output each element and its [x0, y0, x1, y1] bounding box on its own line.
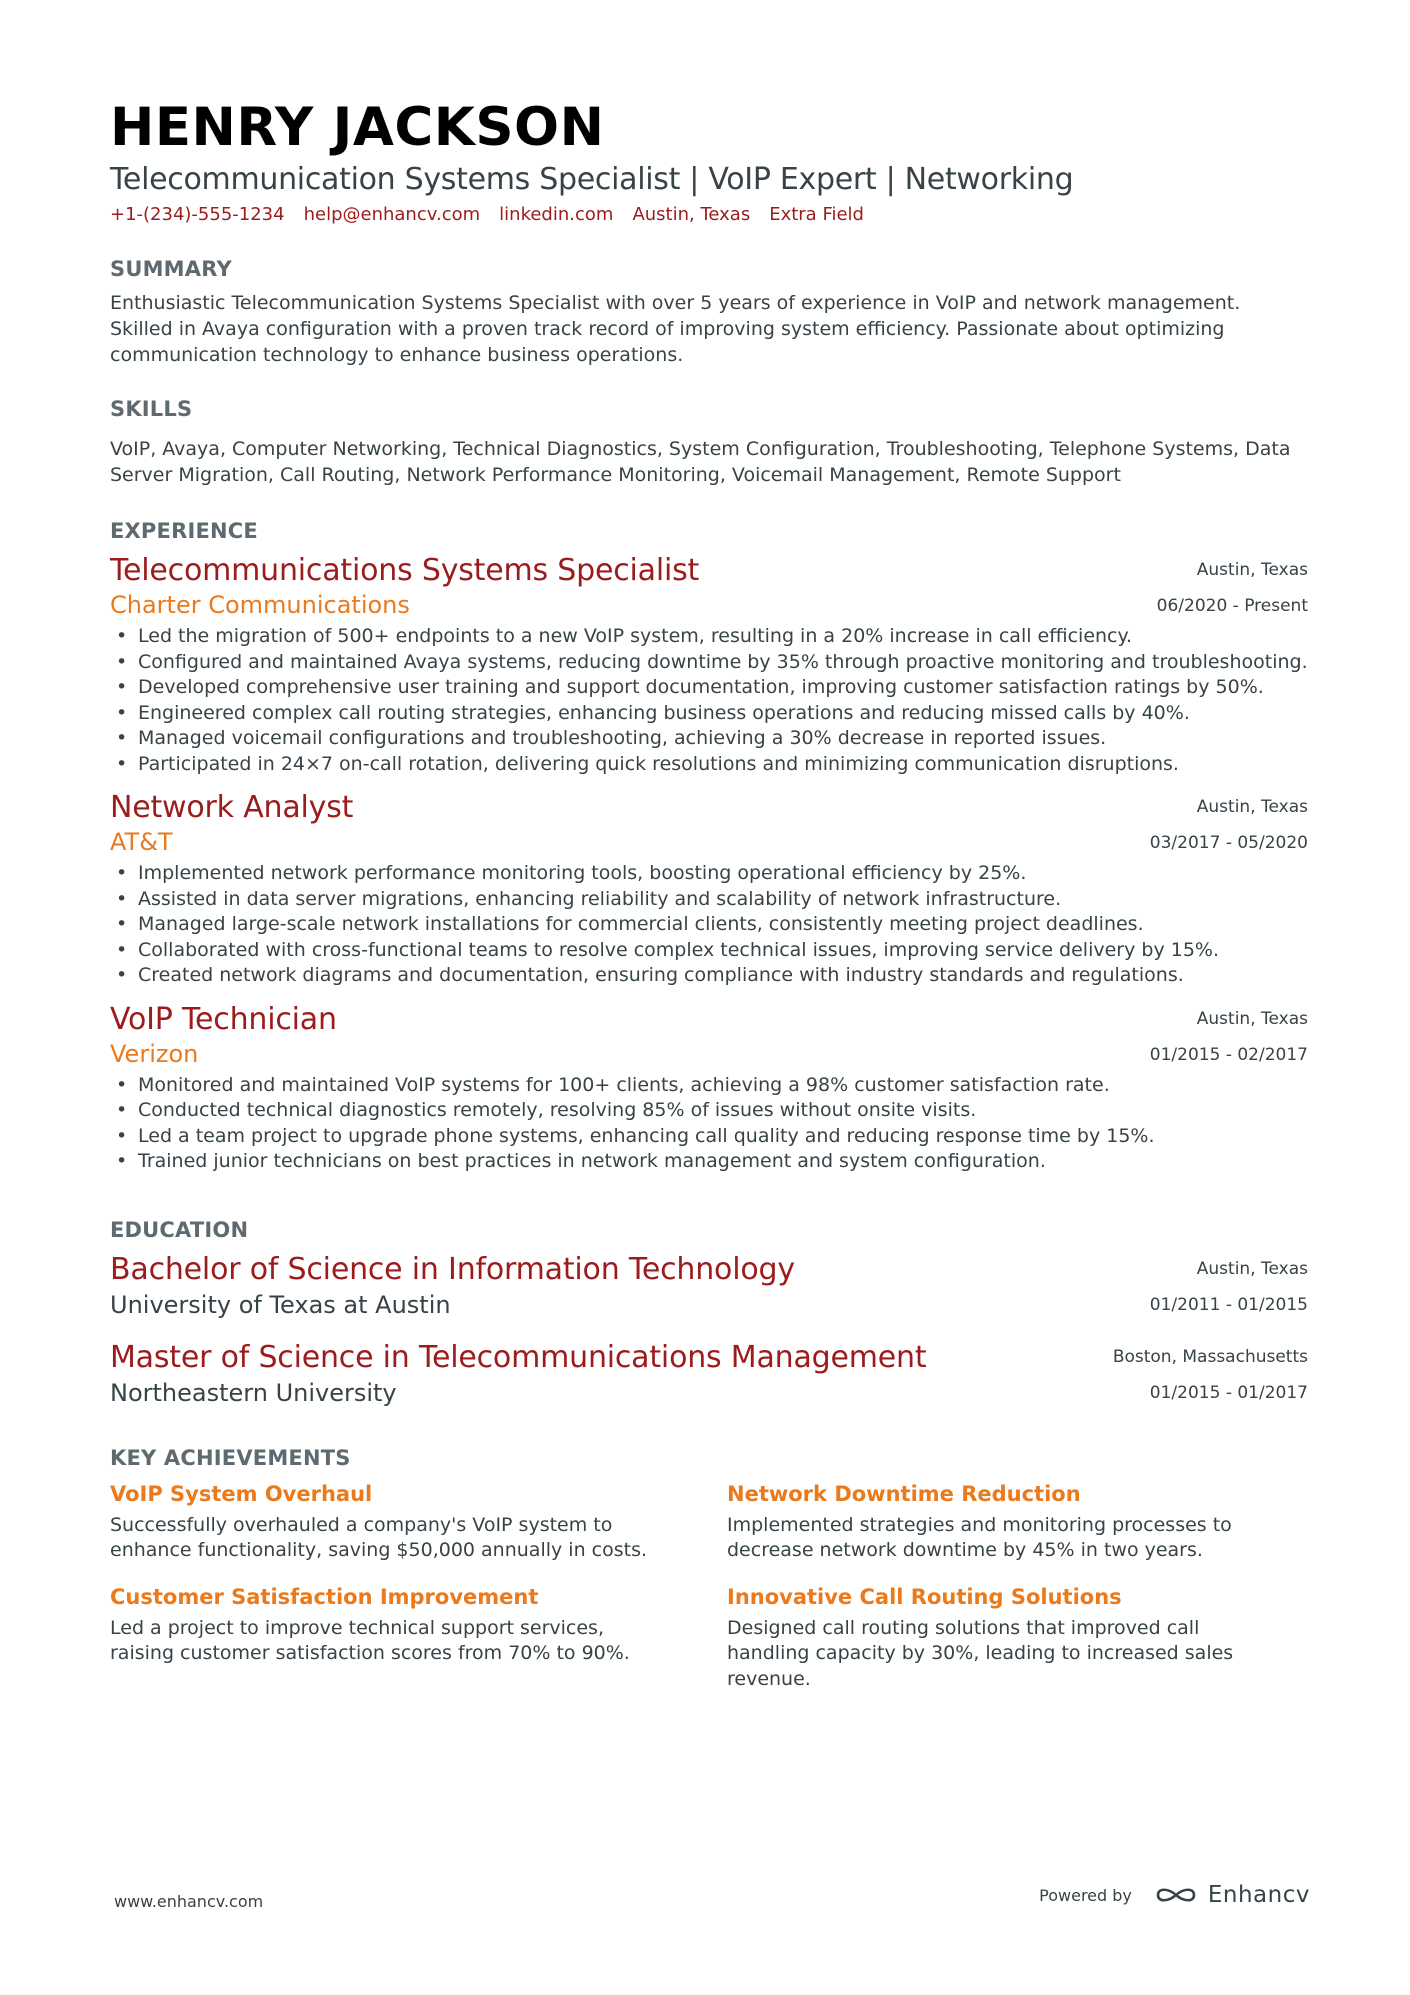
job-title: Network Analyst — [110, 790, 354, 825]
list-item: • Configured and maintained Avaya systems, reducing downtime by 35% through proactive monitoring and troubleshooting. — [110, 650, 1308, 676]
achievements-section — [110, 1443, 1308, 1693]
achievements-grid — [110, 1479, 1308, 1693]
job-title: VoIP Technician — [110, 1001, 337, 1037]
list-item: • Created network diagrams and documentation, ensuring compliance with industry standards and regulations. — [110, 963, 1308, 989]
achievement-title: VoIP System Overhaul — [110, 1481, 373, 1506]
footer-website[interactable]: www.enhancv.com — [114, 1892, 264, 1911]
education-location: Boston, Massachusetts — [1112, 1346, 1308, 1367]
list-item: • Monitored and maintained VoIP systems for 100+ clients, achieving a 98% customer satisfaction rate. — [110, 1073, 1308, 1099]
education-meta — [1113, 1339, 1308, 1411]
section-title-summary: SUMMARY — [110, 257, 232, 281]
resume-page — [110, 96, 1308, 1692]
list-item: • Managed large-scale network installations for commercial clients, consistently meeting project deadlines. — [110, 912, 1308, 938]
education-entry — [110, 1339, 1308, 1409]
experience-entry — [110, 789, 1308, 989]
achievement-item — [110, 1479, 727, 1564]
brand-logo[interactable] — [1154, 1882, 1310, 1908]
job-meta — [1150, 1001, 1308, 1073]
job-meta — [1157, 552, 1308, 624]
experience-entry — [110, 1001, 1308, 1175]
list-item: • Collaborated with cross-functional teams to resolve complex technical issues, improving service delivery by 15%. — [110, 938, 1308, 964]
list-item: • Managed voicemail configurations and troubleshooting, achieving a 30% decrease in reported issues. — [110, 726, 1308, 752]
job-meta — [1150, 789, 1308, 861]
summary-text: Enthusiastic Telecommunication Systems Specialist with over 5 years of experience in VoIP and network management. Skilled in Avaya configuration with a proven track record of improving system efficiency. Passionate about optimizing communication technology to enhance business operations. — [110, 292, 1241, 366]
section-title-skills: SKILLS — [110, 397, 193, 421]
job-bullets — [110, 1073, 1308, 1175]
achievement-item — [727, 1582, 1308, 1693]
contact-linkedin[interactable]: linkedin.com — [499, 204, 614, 225]
list-item: • Implemented network performance monitoring tools, boosting operational efficiency by 25%. — [110, 861, 1308, 887]
list-item: • Led the migration of 500+ endpoints to a new VoIP system, resulting in a 20% increase in call efficiency. — [110, 624, 1308, 650]
job-location: Austin, Texas — [1196, 560, 1308, 580]
job-dates: 03/2017 - 05/2020 — [1149, 833, 1308, 853]
achievement-title: Network Downtime Reduction — [727, 1481, 1081, 1506]
job-company: Verizon — [110, 1039, 199, 1068]
experience-entry — [110, 552, 1308, 777]
degree-title: Bachelor of Science in Information Technology — [110, 1251, 795, 1287]
achievement-desc: Successfully overhauled a company's VoIP system to enhance functionality, saving $50,000 annually in costs. — [110, 1513, 648, 1561]
contact-info — [110, 202, 1308, 228]
achievement-desc: Implemented strategies and monitoring processes to decrease network downtime by 45% in two years. — [727, 1513, 1232, 1561]
list-item: • Conducted technical diagnostics remotely, resolving 85% of issues without onsite visits. — [110, 1098, 1308, 1124]
contact-email[interactable]: help@enhancv.com — [303, 204, 481, 225]
job-company: AT&T — [110, 828, 173, 856]
skills-section — [110, 394, 1308, 488]
section-title-achievements: KEY ACHIEVEMENTS — [110, 1445, 351, 1470]
job-location: Austin, Texas — [1196, 1008, 1308, 1029]
summary-section — [110, 254, 1308, 368]
job-title: Telecommunications Systems Specialist — [110, 553, 700, 588]
job-company: Charter Communications — [110, 591, 410, 619]
education-dates: 01/2011 - 01/2015 — [1149, 1294, 1308, 1315]
achievement-desc: Led a project to improve technical support services, raising customer satisfaction scores from 70% to 90%. — [110, 1616, 630, 1664]
contact-phone[interactable]: +1-(234)-555-1234 — [110, 204, 285, 225]
achievement-desc: Designed call routing solutions that improved call handling capacity by 30%, leading to increased sales revenue. — [727, 1616, 1234, 1690]
job-dates: 01/2015 - 02/2017 — [1149, 1044, 1308, 1065]
job-location: Austin, Texas — [1196, 797, 1308, 817]
education-section — [110, 1215, 1308, 1409]
achievement-title: Innovative Call Routing Solutions — [727, 1584, 1122, 1609]
list-item: • Assisted in data server migrations, enhancing reliability and scalability of network infrastructure. — [110, 887, 1308, 913]
education-location: Austin, Texas — [1196, 1258, 1308, 1279]
school-name: University of Texas at Austin — [110, 1290, 451, 1319]
contact-location: Austin, Texas — [632, 204, 751, 225]
list-item: • Engineered complex call routing strategies, enhancing business operations and reducing missed calls by 40%. — [110, 701, 1308, 727]
list-item: • Trained junior technicians on best practices in network management and system configuration. — [110, 1149, 1308, 1175]
achievement-item — [727, 1479, 1308, 1564]
job-bullets — [110, 624, 1308, 777]
candidate-name: HENRY JACKSON — [110, 97, 605, 158]
achievement-item — [110, 1582, 727, 1693]
job-dates: 06/2020 - Present — [1156, 596, 1308, 616]
list-item: • Participated in 24×7 on-call rotation, delivering quick resolutions and minimizing communication disruptions. — [110, 752, 1308, 778]
enhancv-logo-icon — [1154, 1883, 1198, 1907]
powered-by-label: Powered by — [1039, 1885, 1132, 1905]
job-bullets — [110, 861, 1308, 989]
list-item: • Developed comprehensive user training and support documentation, improving customer satisfaction ratings by 50%. — [110, 675, 1308, 701]
candidate-headline: Telecommunication Systems Specialist | VoIP Expert | Networking — [110, 162, 1074, 197]
brand-name: Enhancv — [1207, 1882, 1310, 1908]
education-meta — [1150, 1251, 1308, 1323]
footer-branding — [1039, 1882, 1310, 1908]
achievement-title: Customer Satisfaction Improvement — [110, 1584, 539, 1609]
school-name: Northeastern University — [110, 1378, 397, 1407]
degree-title: Master of Science in Telecommunications Management — [110, 1339, 927, 1375]
contact-extra-field: Extra Field — [769, 204, 864, 225]
section-title-experience: EXPERIENCE — [110, 519, 258, 543]
section-title-education: EDUCATION — [110, 1217, 249, 1242]
list-item: • Led a team project to upgrade phone systems, enhancing call quality and reducing response time by 15%. — [110, 1124, 1308, 1150]
experience-section — [110, 516, 1308, 1175]
education-entry — [110, 1251, 1308, 1321]
education-dates: 01/2015 - 01/2017 — [1149, 1382, 1308, 1403]
skills-text: VoIP, Avaya, Computer Networking, Technical Diagnostics, System Configuration, Troubleshooting, Telephone Systems, Data Server Migration, Call Routing, Network Performance Monitoring, Voicemail Management, Remote Support — [110, 438, 1291, 486]
